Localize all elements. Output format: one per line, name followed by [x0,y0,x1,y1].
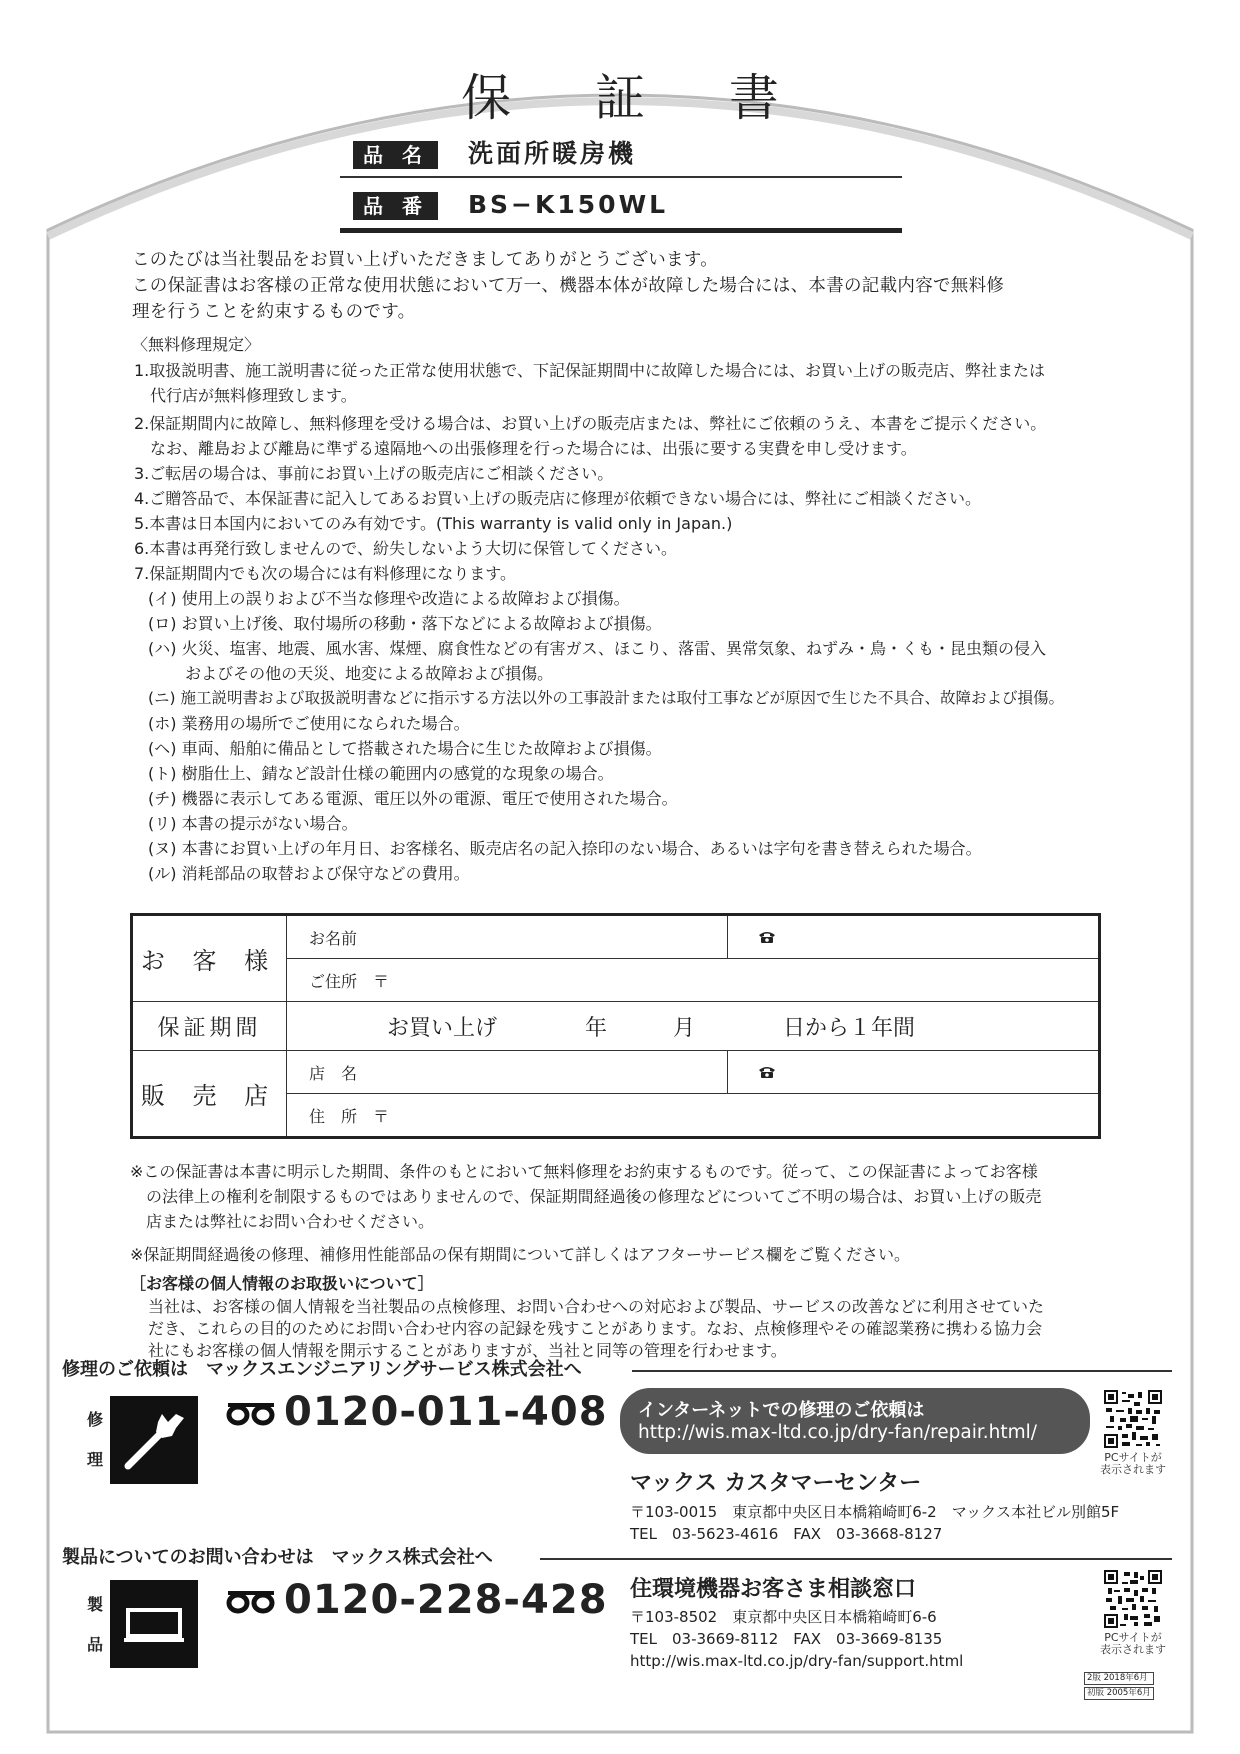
product-name-rule [340,176,902,178]
product-heading: 製品についてのお問い合わせは マックス株式会社へ [62,1547,493,1568]
rule-subitem: (ヌ) 本書にお買い上げの年月日、お客様名、販売店名の記入捺印のない場合、あるいは字句を書き替えられた場合。 [148,839,982,858]
internet-repair-label: インターネットでの修理のご依頼は [638,1400,925,1421]
rule-item: 代行店が無料修理致します。 [134,386,357,405]
privacy-line: だき、これらの目的のためにお問い合わせ内容の記録を残すことがあります。なお、点検修理やその確認業務に携わる協力会 [148,1319,1043,1338]
rule-subitems [134,586,1064,886]
repair-heading: 修理のご依頼は マックスエンジニアリングサービス株式会社へ [62,1359,582,1380]
note-1-line: 店または弊社にお問い合わせください。 [130,1212,435,1231]
shop-address-field[interactable] [287,1094,1100,1138]
period-text: お買い上げ 年 月 日から１年間 [287,1002,1100,1051]
repair-phone[interactable] [226,1390,608,1434]
repair-icon-label [84,1400,106,1480]
consultation-center-tel-fax: TEL 03-3669-8112 FAX 03-3669-8135 [630,1630,943,1648]
intro-line-2: この保証書はお客様の正常な使用状態において万一、機器本体が故障した場合には、本書の記載内容で無料修 [132,276,1005,296]
note-1-line: ※この保証書は本書に明示した期間、条件のもとにおいて無料修理をお約束するものです。従って、この保証書によってお客様 [130,1162,1038,1181]
rule-subitem: (ニ) 施工説明書および取扱説明書などに指示する方法以外の工事設計または取付工事などが原因で生じた不具合、故障および損傷。 [148,689,1065,707]
period-label: 保証期間 [132,1002,287,1051]
product-phone[interactable] [226,1578,608,1622]
product-name: 洗面所暖房機 [468,139,637,168]
privacy-line: 当社は、お客様の個人情報を当社製品の点検修理、お問い合わせへの対応および製品、サービスの改善などに利用させていた [148,1297,1045,1316]
page-title: 保 証 書 [461,69,813,127]
product-name-badge: 品 名 [353,141,438,169]
repair-qr-caption-1: PCサイトが [1104,1451,1162,1464]
shop-label: 販 売 店 [132,1051,287,1138]
rule-subitem: (ル) 消耗部品の取替および保守などの費用。 [148,864,470,883]
model-badge: 品 番 [353,192,438,220]
telephone-icon [758,1066,776,1078]
notes-block [130,1159,1044,1362]
rule-item: 2.保証期間内に故障し、無料修理を受ける場合は、お買い上げの販売店または、弊社にご依頼のうえ、本書をご提示ください。 [134,414,1047,433]
heater-icon [110,1580,198,1668]
privacy-heading: ［お客様の個人情報のお取扱いについて］ [130,1274,434,1293]
shop-tel-field[interactable] [728,1051,1100,1094]
product-phone-number: 0120-228-428 [284,1577,608,1623]
customer-name-field[interactable] [287,915,728,959]
repair-icon-label-1: 修 [86,1410,103,1429]
edition-line: 初版 2005年6月 [1084,1687,1154,1700]
customer-address-field[interactable] [287,959,1100,1002]
repair-phone-number: 0120-011-408 [284,1389,608,1435]
intro-line-1: このたびは当社製品をお買い上げいただきましてありがとうございます。 [132,250,718,270]
customer-center-tel-fax: TEL 03-5623-4616 FAX 03-3668-8127 [630,1525,943,1543]
intro-text [132,247,1004,325]
freedial-icon [226,1589,276,1615]
model-number: BS−K150WL [468,190,669,219]
rule-item: 4.ご贈答品で、本保証書に記入してあるお買い上げの販売店に修理が依頼できない場合には、弊社にご相談ください。 [134,489,981,508]
customer-name-label: お名前 [309,928,358,948]
freedial-icon [226,1401,276,1427]
rule-subitem: (チ) 機器に表示してある電源、電圧以外の電源、電圧で使用された場合。 [148,789,678,808]
privacy-line: 社にもお客様の個人情報を開示することがありますが、当社と同等の管理を行わせます。 [148,1341,787,1360]
rule-item: なお、離島および離島に準ずる遠隔地への出張修理を行った場合には、出張に要する実費を申し受けます。 [134,439,917,458]
rule-subitem: (リ) 本書の提示がない場合。 [148,814,358,833]
product-icon-label-1: 製 [86,1595,103,1614]
product-icon-label [84,1585,106,1665]
rule-subitem: (ト) 樹脂仕上、錆など設計仕様の範囲内の感覚的な現象の場合。 [148,764,614,783]
repair-icon-label-2: 理 [86,1450,103,1469]
customer-address-label: ご住所 〒 [309,971,390,991]
customer-label: お 客 様 [132,915,287,1002]
rules-list [134,358,1064,886]
rule-subitem: およびその他の天災、地変による故障および損傷。 [148,664,554,683]
repair-heading-rule [632,1370,1172,1372]
product-qr-code[interactable] [1104,1570,1162,1628]
repair-qr-caption [1090,1452,1176,1476]
shop-name-field[interactable] [287,1051,728,1094]
consultation-center-name: 住環境機器お客さま相談窓口 [630,1577,917,1602]
product-qr-caption-1: PCサイトが [1104,1631,1162,1644]
shop-address-label: 住 所 〒 [309,1106,390,1126]
customer-tel-field[interactable] [728,915,1100,959]
shop-name-label: 店 名 [309,1063,358,1083]
note-1-line: の法律上の権利を制限するものではありませんので、保証期間経過後の修理などについてご不明の場合は、お買い上げの販売 [130,1187,1042,1206]
internet-repair-url: http://wis.max-ltd.co.jp/dry-fan/repair.html/ [638,1422,1038,1443]
consultation-center-address: 〒103-8502 東京都中央区日本橋箱崎町6-6 [630,1608,937,1626]
repair-qr-caption-2: 表示されます [1100,1463,1166,1476]
rule-item: 1.取扱説明書、施工説明書に従った正常な使用状態で、下記保証期間中に故障した場合には、お買い上げの販売店、弊社または [134,361,1045,380]
rules-heading: 〈無料修理規定〉 [132,335,261,354]
internet-repair-link[interactable] [620,1388,1090,1454]
rule-subitem: (ホ) 業務用の場所でご使用になられた場合。 [148,714,470,733]
rule-item: 7.保証期間内でも次の場合には有料修理になります。 [134,564,516,583]
product-qr-caption [1090,1632,1176,1656]
note-2: ※保証期間経過後の修理、補修用性能部品の保有期間について詳しくはアフターサービス欄をご覧ください。 [130,1245,910,1264]
customer-center-name: マックス カスタマーセンター [630,1471,922,1496]
model-rule [340,228,902,233]
repair-qr-code[interactable] [1104,1390,1162,1448]
rule-subitem: (ロ) お買い上げ後、取付場所の移動・落下などによる故障および損傷。 [148,614,662,633]
rule-item: 6.本書は再発行致しませんので、紛失しないよう大切に保管してください。 [134,539,677,558]
rule-subitem: (イ) 使用上の誤りおよび不当な修理や改造による故障および損傷。 [148,589,630,608]
rule-item: 3.ご転居の場合は、事前にお買い上げの販売店にご相談ください。 [134,464,614,483]
rule-subitem: (ヘ) 車両、船舶に備品として搭載された場合に生じた故障および損傷。 [148,739,662,758]
product-icon-label-2: 品 [86,1635,103,1654]
edition-info [1084,1672,1154,1700]
intro-line-3: 理を行うことを約束するものです。 [132,302,416,322]
rule-subitem: (ハ) 火災、塩害、地震、風水害、煤煙、腐食性などの有害ガス、ほこり、落雷、異常気象、ねずみ・鳥・くも・昆虫類の侵入 [148,639,1047,658]
support-url[interactable]: http://wis.max-ltd.co.jp/dry-fan/support.html [630,1652,964,1670]
warranty-form-table [130,913,1101,1139]
telephone-icon [758,931,776,943]
edition-line: 2版 2018年6月 [1084,1672,1154,1685]
product-heading-rule [540,1558,1172,1560]
rule-item: 5.本書は日本国内においてのみ有効です。(This warranty is valid only in Japan.) [134,514,733,533]
product-qr-caption-2: 表示されます [1100,1643,1166,1656]
wrench-icon [110,1396,198,1484]
customer-center-address: 〒103-0015 東京都中央区日本橋箱崎町6-2 マックス本社ビル別館5F [630,1503,1120,1521]
